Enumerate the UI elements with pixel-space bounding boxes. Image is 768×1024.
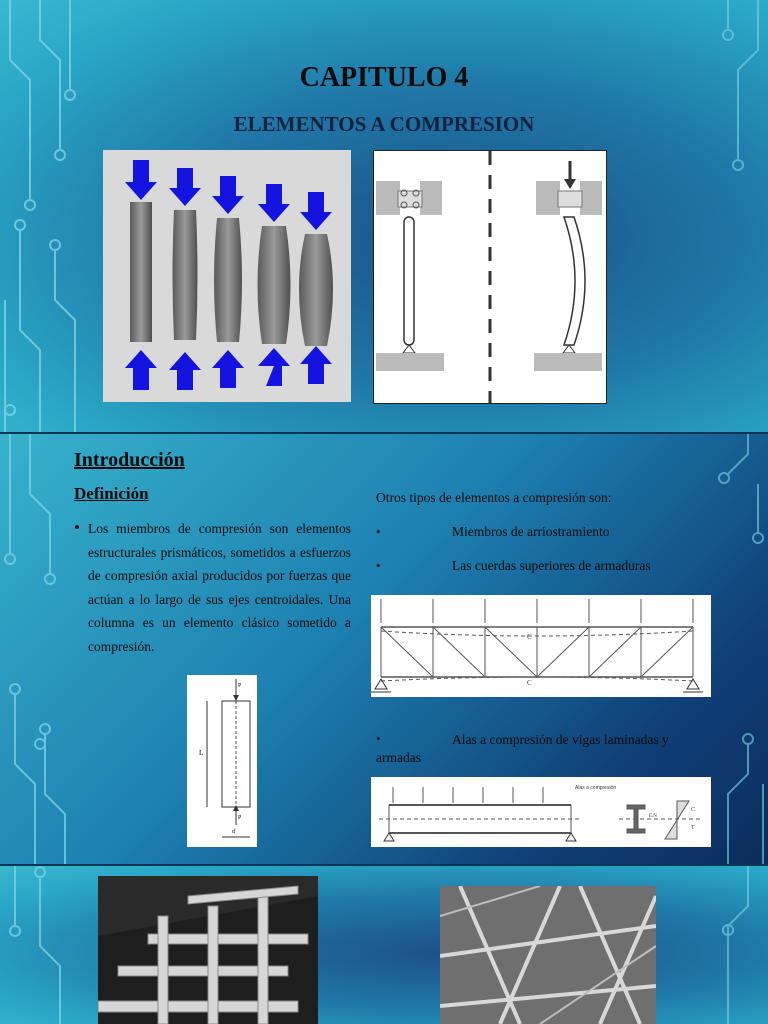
width-label: d bbox=[232, 829, 235, 835]
compression-zone-label: C bbox=[691, 807, 696, 813]
beam-diagram bbox=[371, 777, 711, 847]
bullet-dot: • bbox=[376, 558, 381, 573]
column-1 bbox=[125, 160, 157, 390]
steel-frame-photo bbox=[98, 876, 318, 1024]
other-item-3: Alas a compresión de vigas laminadas y armadas bbox=[376, 732, 669, 765]
space-truss-photo bbox=[440, 886, 656, 1024]
compression-columns-image bbox=[103, 150, 351, 402]
column-2 bbox=[169, 168, 201, 390]
straight-column bbox=[376, 181, 444, 371]
length-label: L bbox=[199, 749, 204, 757]
other-item-1: Miembros de arriostramiento bbox=[452, 524, 610, 539]
flange-label: Alas a compresión bbox=[575, 785, 617, 791]
others-title: Otros tipos de elementos a compresión son: bbox=[376, 490, 612, 505]
column-5 bbox=[299, 192, 333, 384]
lower-chord-label: C bbox=[527, 679, 532, 687]
compression-chord-label: C bbox=[527, 633, 532, 641]
circuit-decoration-right bbox=[678, 866, 768, 1024]
neutral-axis-label: E.N bbox=[649, 814, 657, 819]
p-top-label: P bbox=[238, 683, 242, 689]
definition-text: Los miembros de compresión son elementos estructurales prismáticos, sometidos a esfuerzos de compresión axial producidos por fuerzas que actúan a lo largo de sus ejes centroidales. Una columna es un elemento clásico sometido a compresión. bbox=[88, 521, 351, 654]
column-load-diagram bbox=[187, 675, 257, 847]
buckled-column bbox=[534, 161, 602, 371]
slide-2 bbox=[0, 434, 768, 864]
definition-heading: Definición bbox=[74, 484, 149, 503]
p-bottom-label: P bbox=[238, 815, 242, 821]
bullet-dot: • bbox=[376, 731, 381, 746]
intro-heading: Introducción bbox=[74, 449, 185, 471]
truss-diagram bbox=[371, 595, 711, 697]
other-item-2: Las cuerdas superiores de armaduras bbox=[452, 558, 651, 573]
slide-1 bbox=[0, 0, 768, 432]
load-arrows bbox=[381, 599, 693, 623]
tension-zone-label: T bbox=[691, 825, 695, 831]
buckling-diagram bbox=[373, 150, 607, 404]
column-3 bbox=[212, 176, 244, 388]
chapter-title: CAPITULO 4 bbox=[299, 62, 469, 93]
bullet-dot: • bbox=[376, 524, 381, 539]
bullet-dot: • bbox=[74, 518, 80, 537]
chapter-subtitle: ELEMENTOS A COMPRESION bbox=[233, 112, 535, 136]
circuit-decoration-left bbox=[0, 866, 90, 1024]
slide-3 bbox=[0, 866, 768, 1024]
column-4 bbox=[258, 184, 291, 386]
